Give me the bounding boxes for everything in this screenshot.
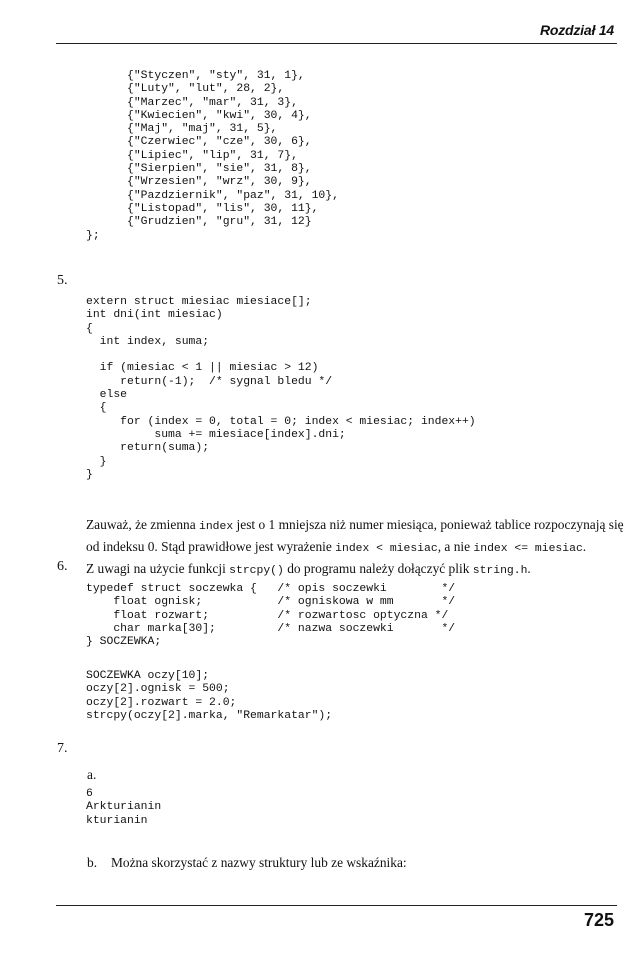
soczewka-usage-code: SOCZEWKA oczy[10]; oczy[2].ognisk = 500; oczy[2].rozwart = 2.0; strcpy(oczy[2].marka, "Remarkatar"); (86, 670, 333, 722)
inline-code: strcpy() (229, 565, 284, 577)
text: , a nie (437, 539, 474, 554)
text: Zauważ, że zmienna (86, 517, 200, 532)
subitem-b-label: b. (87, 855, 98, 870)
program-output-a: 6 Arkturianin kturianin (86, 788, 162, 827)
header-rule (56, 43, 617, 44)
inline-code: index < miesiac (335, 543, 438, 555)
months-array-code: {"Styczen", "sty", 31, 1}, {"Luty", "lut", 28, 2}, {"Marzec", "mar", 31, 3}, {"Kwiecien", "kwi", 30, 4}, {"Maj", "maj", 31, 5}, {"Czerwiec", "cze", 30, 6}, {"Lipiec", "lip", 31, 7}, {"Sierpien", "sie", 31, 8}, {"Wrzesien", "wrz", 30, 9}, {"Pazdziernik", "paz", 31, 10}, {"Listopad", "lis", 30, 11}, {"Grudzien", "gru", 31, 12} }; (86, 70, 339, 242)
item-6-number: 6. (57, 559, 68, 574)
subitem-b-text: Można skorzystać z nazwy struktury lub ze wskaźnika: (111, 855, 407, 870)
item-5-number: 5. (57, 273, 68, 288)
text: . (527, 561, 531, 576)
soczewka-struct-code: typedef struct soczewka { /* opis soczewki */ float ognisk; /* ogniskowa w mm */ float rozwart; /* rozwartosc optyczna */ char marka[30]; /* nazwa soczewki */ } SOCZEWKA; (86, 583, 456, 649)
inline-code: string.h (472, 565, 528, 577)
item-7-number: 7. (57, 741, 68, 756)
string-h-note (86, 559, 626, 581)
text: do programu należy dołączyć plik (283, 561, 473, 576)
chapter-header: Rozdział 14 (539, 22, 614, 38)
page-number: 725 (583, 910, 614, 930)
dni-function-code: extern struct miesiac miesiace[]; int dni(int miesiac) { int index, suma; if (miesiac < 1 || miesiac > 12) return(-1); /* sygnal bledu */ else { for (index = 0, total = 0; index < miesiac; index++) suma += miesiace[index].dni; return(suma); } } (86, 296, 476, 481)
footer-rule (56, 905, 617, 906)
subitem-a-label: a. (87, 767, 97, 782)
inline-code: index (199, 521, 234, 533)
text: jest o 1 mniejsza niż numer miesiąca, ponieważ tablice rozpoczynają się od indeksu 0. Stąd prawidłowe jest wyrażenie (86, 517, 624, 554)
text: . (582, 539, 587, 554)
text: Z uwagi na użycie funkcji (86, 561, 230, 576)
inline-code: index <= miesiac (473, 543, 583, 555)
index-explanation-paragraph (86, 515, 626, 559)
